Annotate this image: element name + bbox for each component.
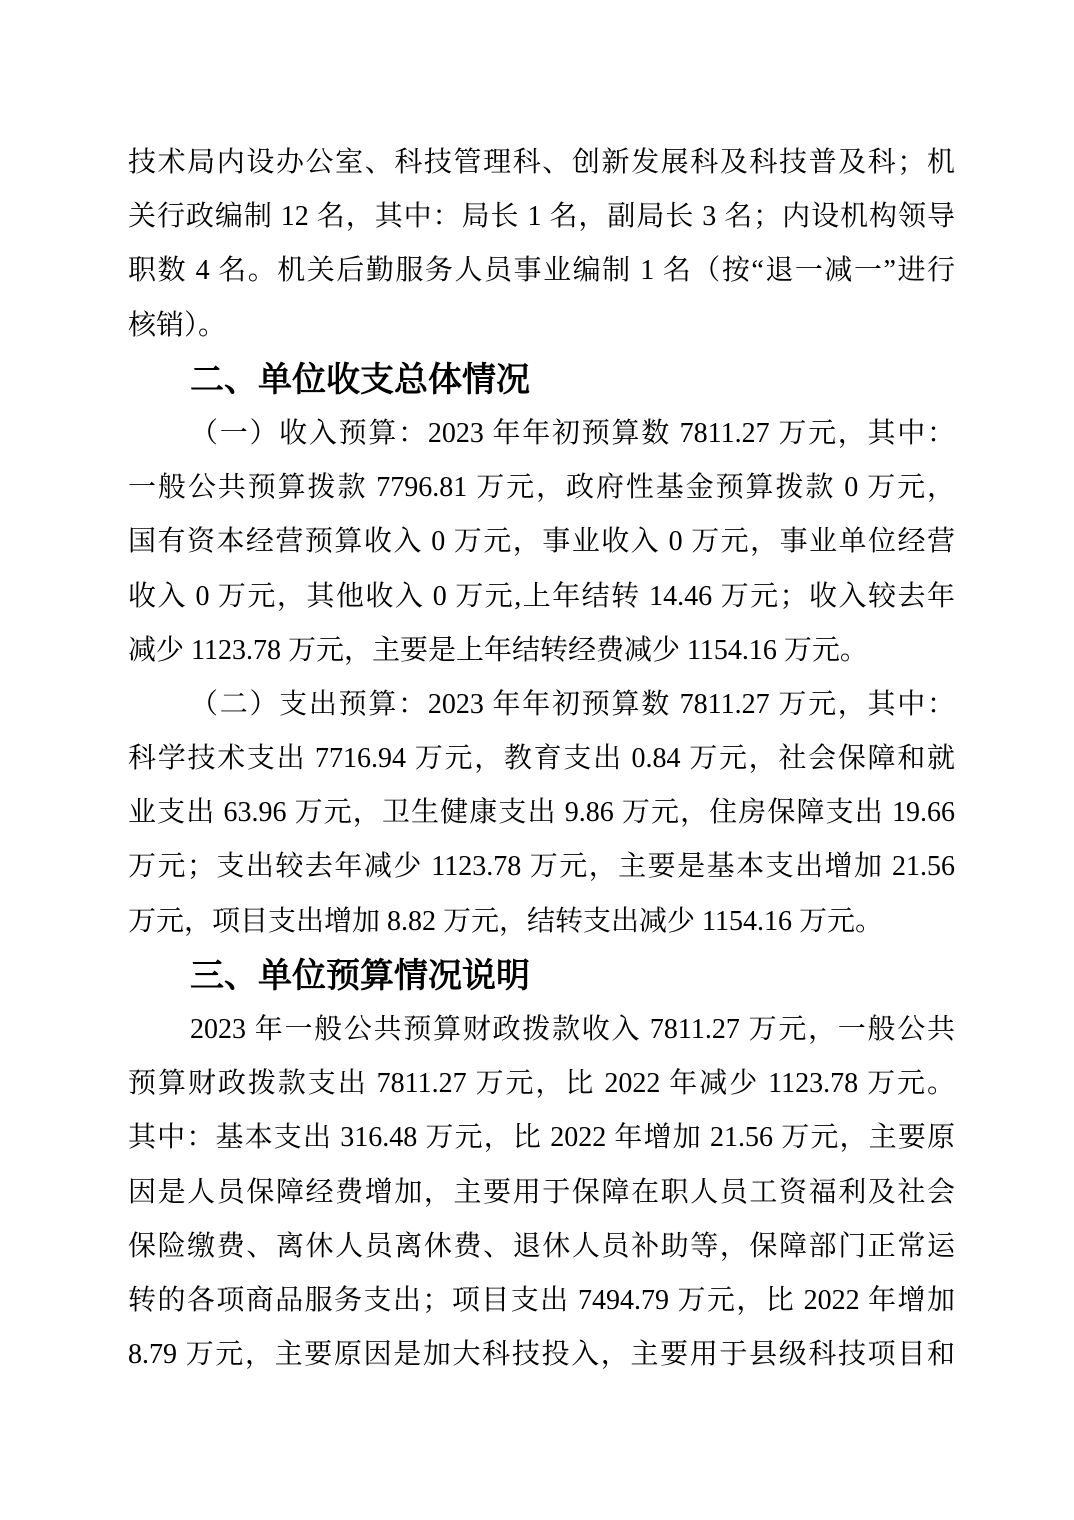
document-line: 万元，项目支出增加 8.82 万元，结转支出减少 1154.16 万元。 [128,905,883,937]
document-line: 技术局内设办公室、科技管理科、创新发展科及科技普及科；机 [128,147,955,178]
document-line: 8.79 万元，主要原因是加大科技投入，主要用于县级科技项目和 [128,1339,955,1371]
document-line: 收入 0 万元，其他收入 0 万元,上年结转 14.46 万元；收入较去年 [128,580,955,612]
document-line: 职数 4 名。机关后勤服务人员事业编制 1 名（按“退一减一”进行 [128,255,955,287]
document-line: 保险缴费、离休人员离休费、退休人员补助等，保障部门正常运 [128,1230,955,1262]
document-line: 一般公共预算拨款 7796.81 万元，政府性基金预算拨款 0 万元， [128,472,955,504]
heading-section-2: 二、单位收支总体情况 [190,360,530,399]
section-3 [128,949,955,1003]
document-line: （一）收入预算：2023 年年初预算数 7811.27 万元，其中： [190,417,955,449]
document-line: 减少 1123.78 万元，主要是上年结转经费减少 1154.16 万元。 [128,634,868,666]
document-line: 国有资本经营预算收入 0 万元，事业收入 0 万元，事业单位经营 [128,526,955,558]
document-line: 其中：基本支出 316.48 万元，比 2022 年增加 21.56 万元，主要原 [128,1122,955,1154]
text-block [128,136,955,1382]
document-line: 关行政编制 12 名，其中：局长 1 名，副局长 3 名；内设机构领导 [128,201,955,233]
document-line: 2023 年一般公共预算财政拨款收入 7811.27 万元，一般公共 [190,1014,955,1045]
document-line: 业支出 63.96 万元，卫生健康支出 9.86 万元，住房保障支出 19.66 [128,797,955,829]
paragraph-income-budget [128,407,955,678]
document-line: 转的各项商品服务支出；项目支出 7494.79 万元，比 2022 年增加 [128,1284,955,1316]
paragraph-expenditure-budget [128,678,955,949]
paragraph-org-setup [128,136,955,353]
document-line: （二）支出预算：2023 年年初预算数 7811.27 万元，其中： [190,688,955,720]
document-line: 预算财政拨款支出 7811.27 万元，比 2022 年减少 1123.78 万元。 [128,1068,955,1100]
document-line: 核销）。 [128,309,227,341]
paragraph-budget-explanation [128,1003,955,1382]
section-2 [128,353,955,407]
document-line: 因是人员保障经费增加，主要用于保障在职人员工资福利及社会 [128,1176,955,1208]
heading-section-3: 三、单位预算情况说明 [190,956,530,995]
document-line: 万元；支出较去年减少 1123.78 万元，主要是基本支出增加 21.56 [128,851,955,883]
document-line: 科学技术支出 7716.94 万元，教育支出 0.84 万元，社会保障和就 [128,743,955,775]
